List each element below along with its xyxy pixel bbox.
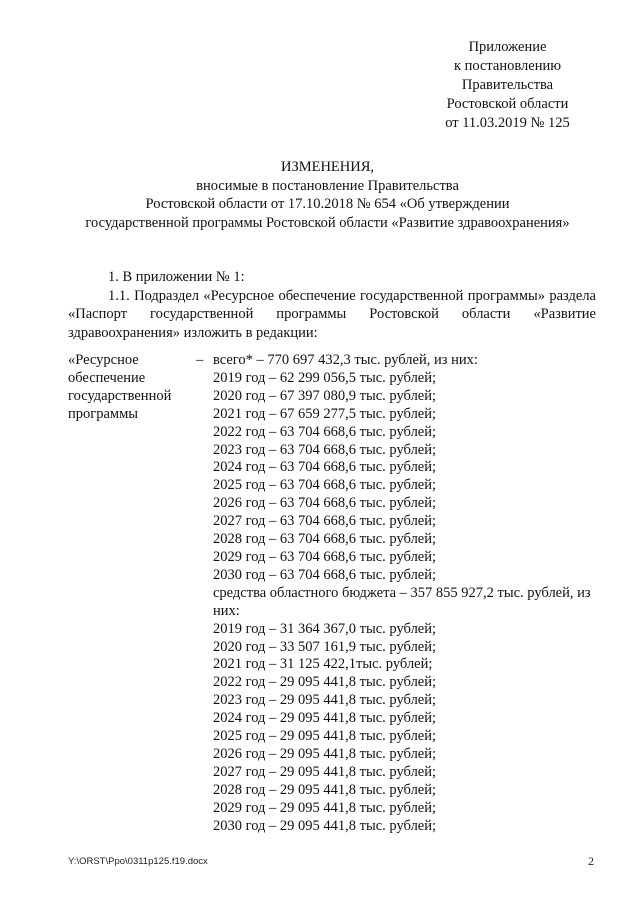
- appendix-line: Правительства: [461, 77, 554, 93]
- year-line: 2029 год – 63 704 668,6 тыс. рублей;: [213, 548, 437, 565]
- appendix-line: Приложение: [468, 39, 547, 55]
- year-line: 2025 год – 29 095 441,8 тыс. рублей;: [213, 728, 437, 745]
- year-line: 2020 год – 67 397 080,9 тыс. рублей;: [213, 387, 437, 404]
- total-line: всего* – 770 697 432,3 тыс. рублей, из них:: [213, 352, 478, 368]
- passport-content: [213, 352, 598, 835]
- year-line: 2023 год – 29 095 441,8 тыс. рублей;: [213, 692, 437, 709]
- passport-label-line: «Ресурсное: [68, 352, 139, 368]
- year-line: 2030 год – 63 704 668,6 тыс. рублей;: [213, 566, 437, 583]
- document-title: [50, 158, 605, 232]
- year-line: 2022 год – 63 704 668,6 тыс. рублей;: [213, 423, 437, 440]
- item-1: 1. В приложении № 1:: [108, 269, 245, 285]
- year-line: 2025 год – 63 704 668,6 тыс. рублей;: [213, 477, 437, 494]
- passport-label-line: программы: [68, 405, 138, 422]
- year-line: 2029 год – 29 095 441,8 тыс. рублей;: [213, 799, 437, 816]
- appendix-line: от 11.03.2019 № 125: [445, 115, 570, 131]
- year-line: 2026 год – 29 095 441,8 тыс. рублей;: [213, 745, 437, 762]
- year-line: 2030 год – 29 095 441,8 тыс. рублей;: [213, 817, 437, 834]
- year-line: 2023 год – 63 704 668,6 тыс. рублей;: [213, 441, 437, 458]
- title-line: вносимые в постановление Правительства: [196, 177, 459, 194]
- passport-label-line: обеспечение: [68, 369, 146, 386]
- year-line: 2028 год – 29 095 441,8 тыс. рублей;: [213, 781, 437, 798]
- year-line: 2024 год – 29 095 441,8 тыс. рублей;: [213, 710, 437, 727]
- year-line: 2026 год – 63 704 668,6 тыс. рублей;: [213, 495, 437, 512]
- passport-label-line: государственной: [68, 387, 172, 404]
- title-line: Ростовской области от 17.10.2018 № 654 «Об утверждении: [145, 196, 510, 212]
- title-line: государственной программы Ростовской области «Развитие здравоохранения»: [85, 214, 570, 231]
- title-heading: ИЗМЕНЕНИЯ,: [280, 159, 375, 175]
- passport-label: [68, 352, 186, 424]
- year-line: 2027 год – 29 095 441,8 тыс. рублей;: [213, 763, 437, 780]
- year-line: 2028 год – 63 704 668,6 тыс. рублей;: [213, 531, 437, 548]
- year-line: 2020 год – 33 507 161,9 тыс. рублей;: [213, 638, 437, 655]
- body-text: [68, 268, 596, 342]
- appendix-line: к постановлению: [453, 58, 562, 74]
- year-line: 2019 год – 62 299 056,5 тыс. рублей;: [213, 369, 437, 386]
- year-line: 2027 год – 63 704 668,6 тыс. рублей;: [213, 513, 437, 530]
- footer-file-path: Y:\ORST\Ppo\0311p125.f19.docx: [68, 856, 208, 867]
- year-line: 2022 год – 29 095 441,8 тыс. рублей;: [213, 674, 437, 691]
- item-1-1: 1.1. Подраздел «Ресурсное обеспечение государственной программы» раздела «Паспорт государственной программы Ростовской области «Развитие здравоохранения» изложить в редакции:: [68, 287, 596, 341]
- appendix-block: [420, 38, 595, 133]
- passport-dash: –: [196, 352, 204, 368]
- year-line: 2019 год – 31 364 367,0 тыс. рублей;: [213, 620, 437, 637]
- year-line: 2021 год – 67 659 277,5 тыс. рублей;: [213, 405, 437, 422]
- year-line: 2021 год – 31 125 422,1тыс. рублей;: [213, 656, 433, 673]
- page-number: 2: [588, 854, 594, 868]
- regional-budget-line: средства областного бюджета – 357 855 927,2 тыс. рублей, из них:: [213, 584, 591, 619]
- year-line: 2024 год – 63 704 668,6 тыс. рублей;: [213, 459, 437, 476]
- appendix-line: Ростовской области: [446, 96, 569, 112]
